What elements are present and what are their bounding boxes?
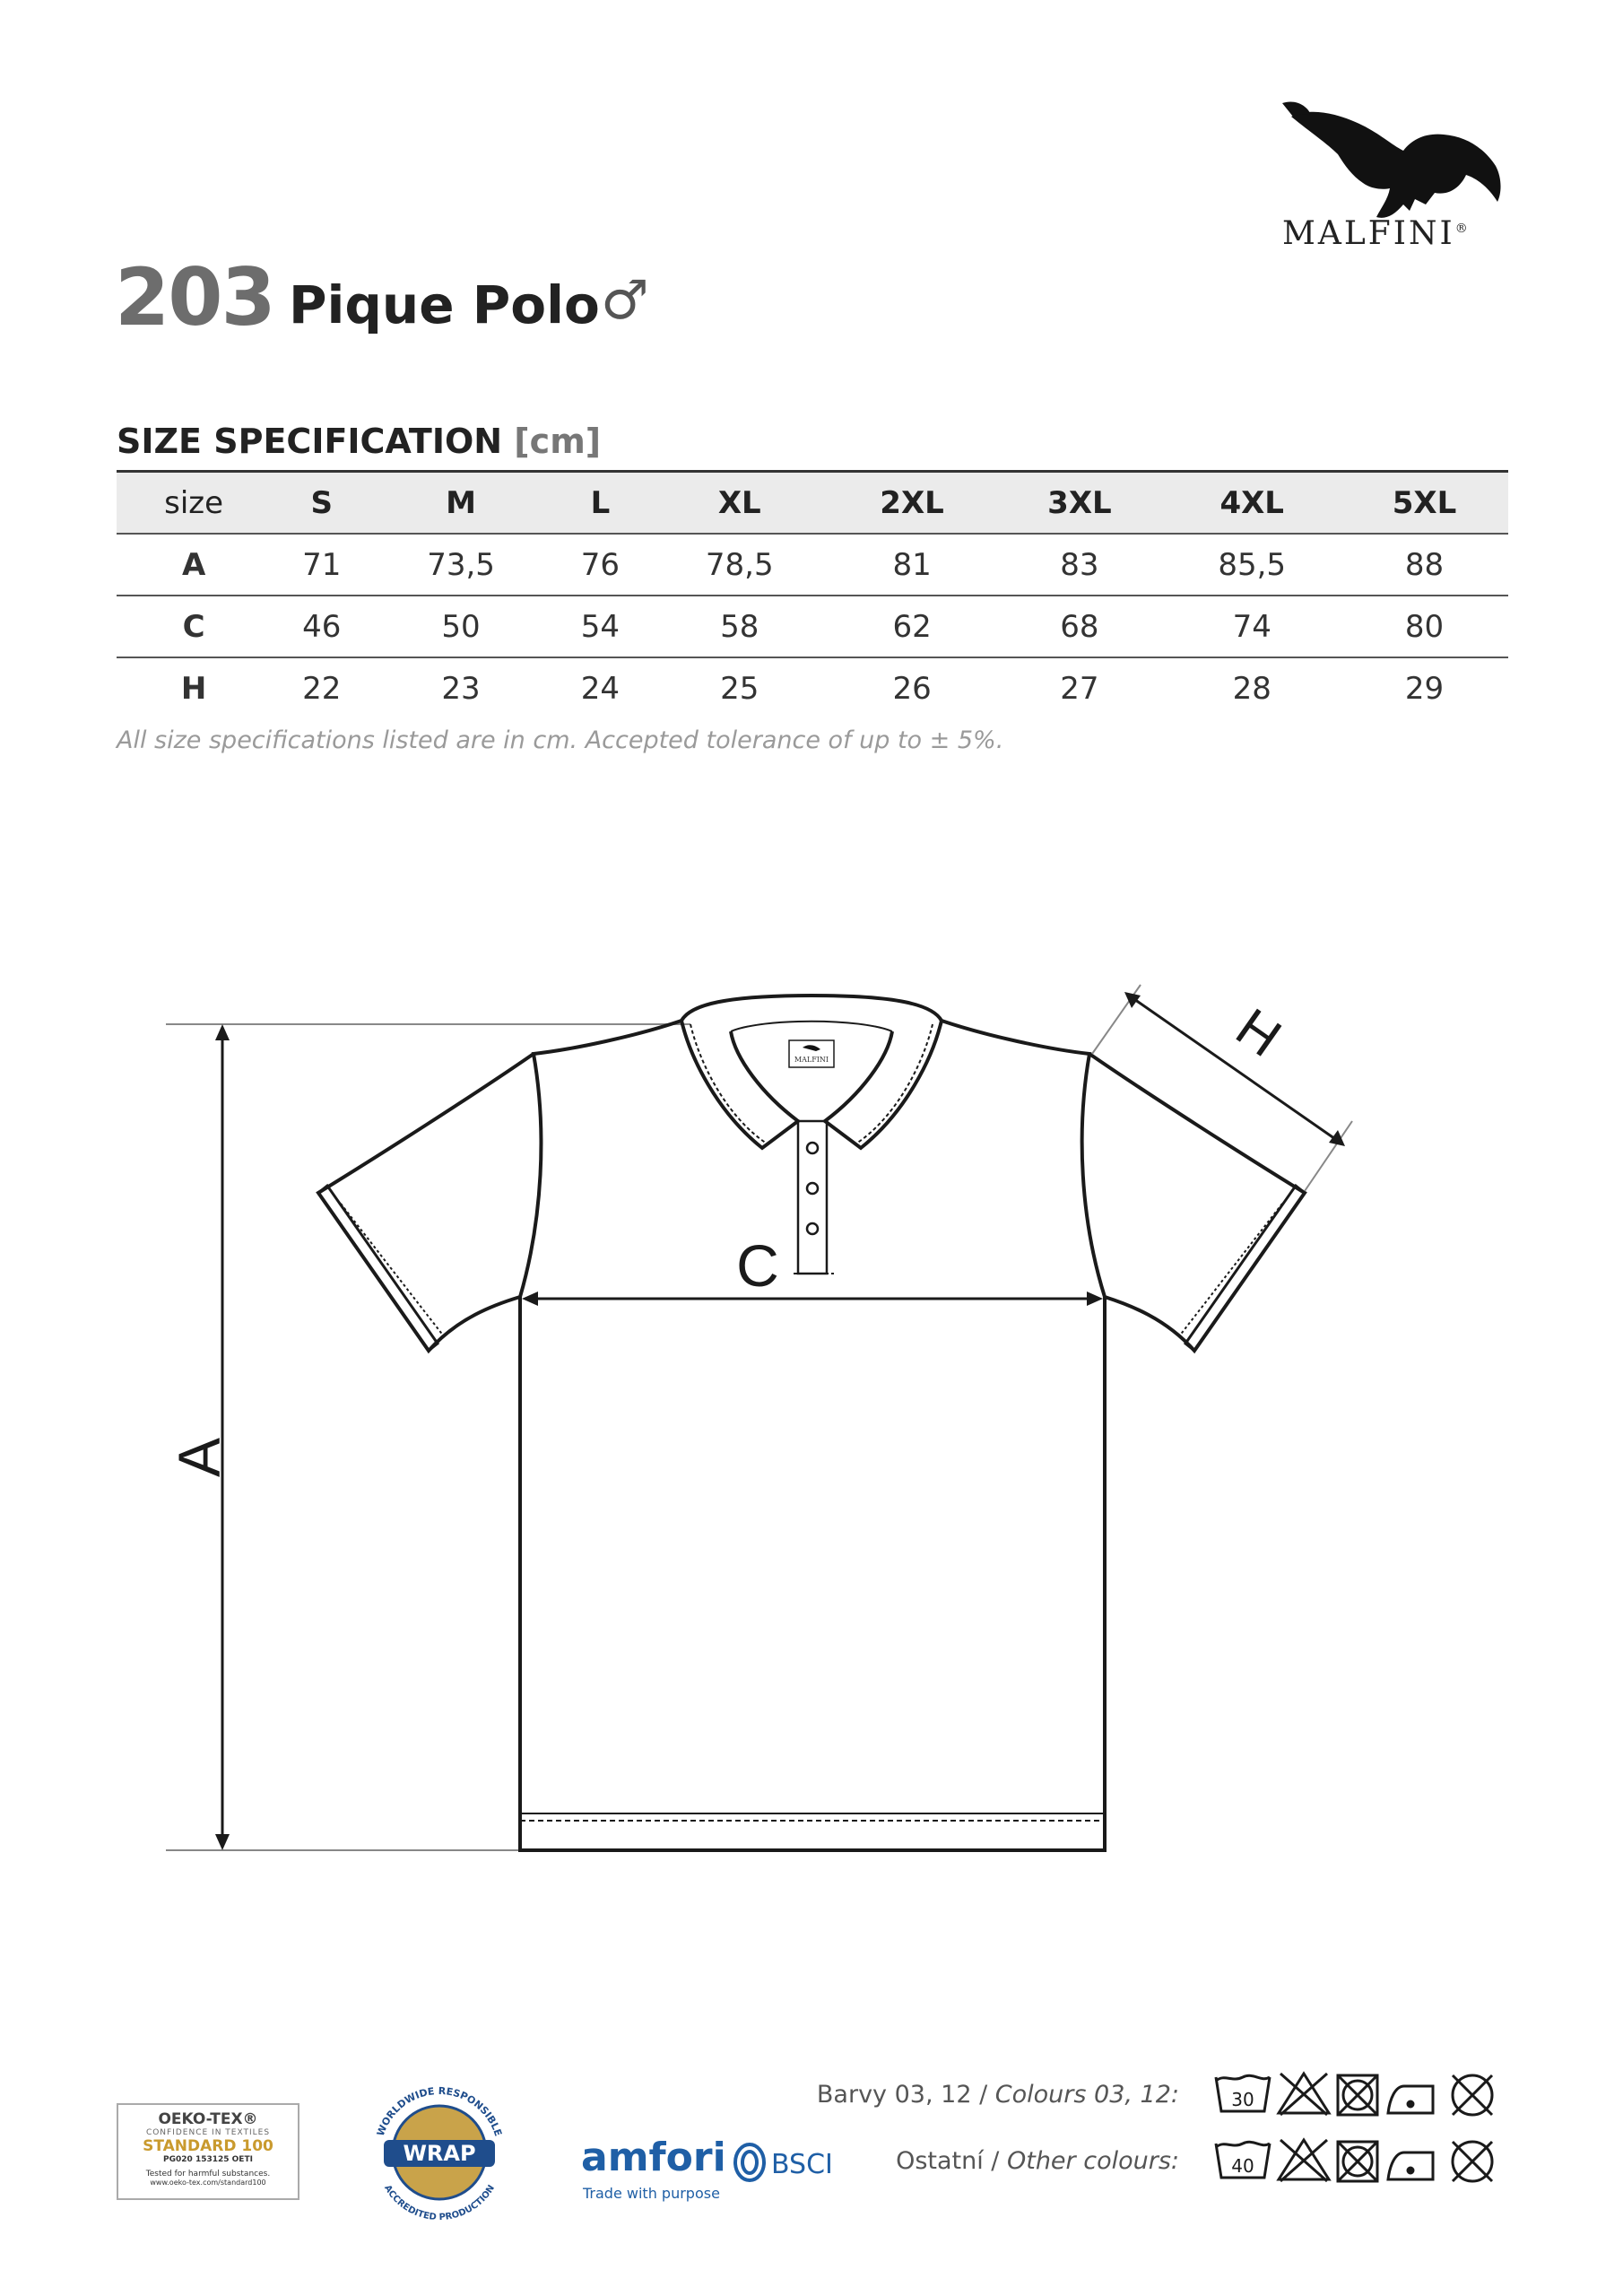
table-cell: 23 bbox=[441, 670, 481, 707]
table-cell: 71 bbox=[271, 534, 372, 596]
table-cell: 73,5 bbox=[372, 534, 550, 596]
oeko-subtitle: CONFIDENCE IN TEXTILES bbox=[145, 2128, 271, 2137]
collar-tipping-right bbox=[856, 1024, 933, 1144]
shirt-body bbox=[520, 1297, 1105, 1850]
table-cell: 26 bbox=[892, 670, 932, 707]
label-c: C bbox=[736, 1232, 779, 1299]
label-h: H bbox=[1225, 996, 1292, 1069]
oeko-tex-badge bbox=[117, 2103, 299, 2200]
svg-text:40: 40 bbox=[1231, 2155, 1254, 2177]
table-cell: 29 bbox=[1404, 670, 1445, 707]
iron-low-icon bbox=[1388, 2152, 1433, 2179]
row-label: C bbox=[117, 596, 271, 657]
amfori-tagline: Trade with purpose bbox=[583, 2185, 720, 2202]
placket bbox=[798, 1121, 827, 1274]
tag-logo-icon bbox=[803, 1045, 820, 1051]
table-cell: 28 bbox=[1232, 670, 1271, 707]
table-cell: 24 bbox=[580, 670, 621, 707]
header-cell: L bbox=[550, 472, 651, 535]
table-cell: 81 bbox=[829, 534, 996, 596]
right-shoulder bbox=[942, 1021, 1105, 1297]
bsci-label: BSCI bbox=[771, 2149, 833, 2180]
collar-tipping-left bbox=[690, 1024, 767, 1144]
table-cell: 83 bbox=[996, 534, 1164, 596]
care-line-colours: Barvy 03, 12 / Colours 03, 12: bbox=[816, 2081, 1179, 2109]
table-cell: 27 bbox=[1060, 670, 1099, 707]
table-row bbox=[117, 657, 1508, 718]
amfori-logo: amfori bbox=[581, 2135, 726, 2180]
care-icons-row-1 bbox=[1212, 2068, 1517, 2122]
header-cell: 3XL bbox=[996, 472, 1164, 535]
wash-icon bbox=[1216, 2142, 1270, 2178]
table-cell: 22 bbox=[302, 670, 342, 707]
oeko-title: OEKO-TEX® bbox=[158, 2110, 258, 2128]
arrow-icon bbox=[522, 1292, 538, 1306]
table-cell: 80 bbox=[1341, 596, 1508, 657]
row-label: A bbox=[117, 534, 271, 596]
collar-left bbox=[681, 1021, 798, 1148]
arrow-icon bbox=[215, 1024, 230, 1040]
polo-shirt-diagram bbox=[135, 951, 1435, 1866]
wrap-top-text: WORLDWIDE RESPONSIBLE bbox=[374, 2084, 505, 2138]
oeko-code: PG020 153125 OETI bbox=[163, 2155, 253, 2164]
left-sleeve-cuff bbox=[318, 1186, 438, 1351]
oeko-standard: STANDARD 100 bbox=[143, 2137, 273, 2155]
arrow-icon bbox=[1329, 1130, 1345, 1146]
arrow-icon bbox=[215, 1834, 230, 1850]
table-cell: 68 bbox=[996, 596, 1164, 657]
header-cell: S bbox=[271, 472, 372, 535]
header-cell: 4XL bbox=[1163, 472, 1341, 535]
no-tumble-dry-icon bbox=[1338, 2075, 1377, 2115]
product-name: Pique Polo bbox=[289, 274, 600, 335]
table-cell: 74 bbox=[1163, 596, 1341, 657]
care-line-other: Ostatní / Other colours: bbox=[896, 2147, 1179, 2175]
table-cell: 78,5 bbox=[651, 534, 829, 596]
row-label: H bbox=[180, 670, 207, 707]
iron-low-icon bbox=[1388, 2086, 1433, 2113]
table-cell: 25 bbox=[720, 670, 759, 707]
table-cell: 62 bbox=[829, 596, 996, 657]
wrap-center-text: WRAP bbox=[403, 2141, 476, 2166]
left-cuff-rib bbox=[341, 1204, 444, 1336]
header-cell: XL bbox=[651, 472, 829, 535]
wash-icon bbox=[1216, 2075, 1270, 2111]
header-cell: M bbox=[372, 472, 550, 535]
no-dry-clean-icon bbox=[1453, 2075, 1492, 2115]
h-guide-line bbox=[1305, 1121, 1352, 1191]
no-dry-clean-icon bbox=[1453, 2142, 1492, 2181]
dimension-h-line bbox=[1132, 997, 1338, 1141]
table-cell: 85,5 bbox=[1163, 534, 1341, 596]
no-bleach-icon bbox=[1279, 2140, 1329, 2181]
table-row bbox=[117, 596, 1508, 657]
table-header-row bbox=[117, 472, 1508, 535]
label-a: A bbox=[166, 1437, 232, 1478]
table-cell: 46 bbox=[271, 596, 372, 657]
right-cuff-rib bbox=[1179, 1204, 1282, 1336]
no-tumble-dry-icon bbox=[1338, 2142, 1377, 2181]
right-sleeve bbox=[1089, 1054, 1305, 1351]
arrow-icon bbox=[1087, 1292, 1103, 1306]
gender-symbol: ♂ bbox=[601, 269, 649, 332]
product-number: 203 bbox=[115, 251, 274, 344]
wrap-bottom-text: ACCREDITED PRODUCTION bbox=[382, 2183, 497, 2223]
left-sleeve bbox=[318, 1054, 534, 1351]
header-cell: size bbox=[117, 472, 271, 535]
right-sleeve-cuff bbox=[1185, 1186, 1305, 1351]
header-cell: 2XL bbox=[829, 472, 996, 535]
table-cell: 50 bbox=[372, 596, 550, 657]
oeko-tested: Tested for harmful substances. bbox=[145, 2170, 271, 2179]
svg-text:30: 30 bbox=[1231, 2089, 1254, 2110]
button-icon bbox=[807, 1183, 818, 1194]
table-cell: 76 bbox=[550, 534, 651, 596]
collar-inner bbox=[731, 1022, 892, 1031]
oeko-url: www.oeko-tex.com/standard100 bbox=[150, 2179, 266, 2187]
table-cell: 88 bbox=[1341, 534, 1508, 596]
wrap-logo bbox=[359, 2072, 520, 2233]
care-icons-row-2 bbox=[1212, 2135, 1517, 2188]
collar-back bbox=[681, 996, 942, 1021]
button-icon bbox=[807, 1143, 818, 1153]
size-table bbox=[117, 470, 1508, 718]
header-cell: 5XL bbox=[1341, 472, 1508, 535]
button-icon bbox=[807, 1223, 818, 1234]
tolerance-note: All size specifications listed are in cm. Accepted tolerance of up to ± 5%. bbox=[117, 726, 1004, 754]
tag-brand: MALFINI bbox=[794, 1056, 829, 1064]
table-row bbox=[117, 534, 1508, 596]
table-cell: 54 bbox=[550, 596, 651, 657]
brand-name: MALFINI® bbox=[1282, 215, 1471, 252]
bsci-icon bbox=[730, 2140, 769, 2185]
no-bleach-icon bbox=[1279, 2074, 1329, 2115]
left-shoulder bbox=[520, 1021, 681, 1297]
collar-right bbox=[825, 1021, 942, 1148]
spec-heading: SIZE SPECIFICATION [cm] bbox=[117, 422, 602, 461]
table-cell: 58 bbox=[651, 596, 829, 657]
